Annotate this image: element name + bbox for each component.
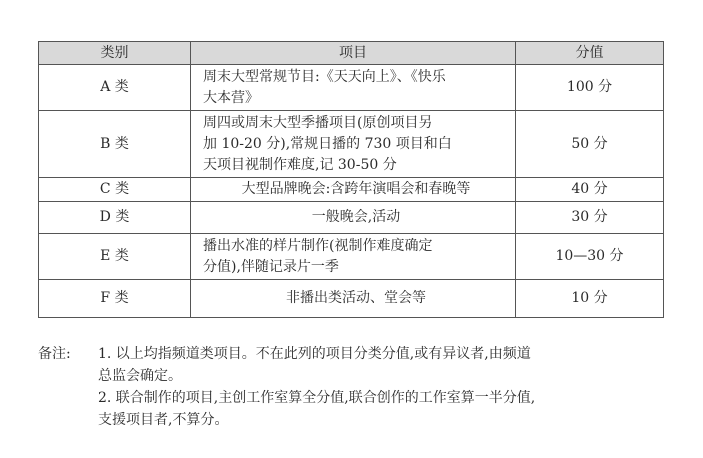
- score-cell: 10—30 分: [516, 234, 664, 280]
- category-cell: D 类: [39, 202, 191, 234]
- table-row: [39, 178, 664, 202]
- category-cell: F 类: [39, 280, 191, 318]
- header-category: 类别: [39, 42, 191, 65]
- item-cell: [191, 202, 516, 234]
- item-line: 天项目视制作难度,记 30-50 分: [203, 156, 397, 173]
- header-score: 分值: [516, 42, 664, 65]
- table-row: [39, 202, 664, 234]
- table-row: [39, 111, 664, 178]
- note-text-continued: 支援项目者,不算分。: [98, 412, 229, 428]
- item-line: 周四或周末大型季播项目(原创项目另: [203, 114, 433, 131]
- note-item-1: [38, 343, 678, 365]
- category-cell: A 类: [39, 65, 191, 111]
- table-row: [39, 234, 664, 280]
- score-cell: 30 分: [516, 202, 664, 234]
- item-line: 播出水准的样片制作(视制作难度确定: [203, 237, 433, 254]
- note-item-2: 2. 联合制作的项目,主创工作室算全分值,联合创作的工作室算一半分值,: [98, 390, 536, 406]
- score-cell: 100 分: [516, 65, 664, 111]
- table-header-row: [39, 42, 664, 65]
- item-line: 一般晚会,活动: [311, 209, 401, 225]
- item-line: 大本营》: [203, 89, 259, 106]
- item-line: 周末大型常规节目:《天天向上》、《快乐: [203, 68, 446, 85]
- item-cell: [191, 65, 516, 111]
- item-line: 非播出类活动、堂会等: [286, 290, 426, 306]
- note-text-continued: 总监会确定。: [98, 368, 182, 384]
- table-row: [39, 65, 664, 111]
- category-cell: B 类: [39, 111, 191, 178]
- item-line: 分值),伴随记录片一季: [203, 258, 339, 275]
- item-cell: [191, 280, 516, 318]
- item-cell: [191, 111, 516, 178]
- notes-label: 备注:: [38, 346, 71, 362]
- item-line: 大型品牌晚会:含跨年演唱会和春晚等: [241, 181, 471, 197]
- score-cell: 40 分: [516, 178, 664, 202]
- category-cell: E 类: [39, 234, 191, 280]
- item-cell: [191, 234, 516, 280]
- item-cell: [191, 178, 516, 202]
- score-table-container: [38, 41, 663, 318]
- score-cell: 50 分: [516, 111, 664, 178]
- notes-section: [38, 343, 678, 431]
- item-line: 加 10-20 分),常规日播的 730 项目和白: [203, 135, 452, 152]
- score-table: [38, 41, 664, 318]
- note-text: 1. 以上均指频道类项目。不在此列的项目分类分值,或有异议者,由频道: [98, 346, 531, 362]
- table-row: [39, 280, 664, 318]
- category-cell: C 类: [39, 178, 191, 202]
- score-cell: 10 分: [516, 280, 664, 318]
- header-item: 项目: [191, 42, 516, 65]
